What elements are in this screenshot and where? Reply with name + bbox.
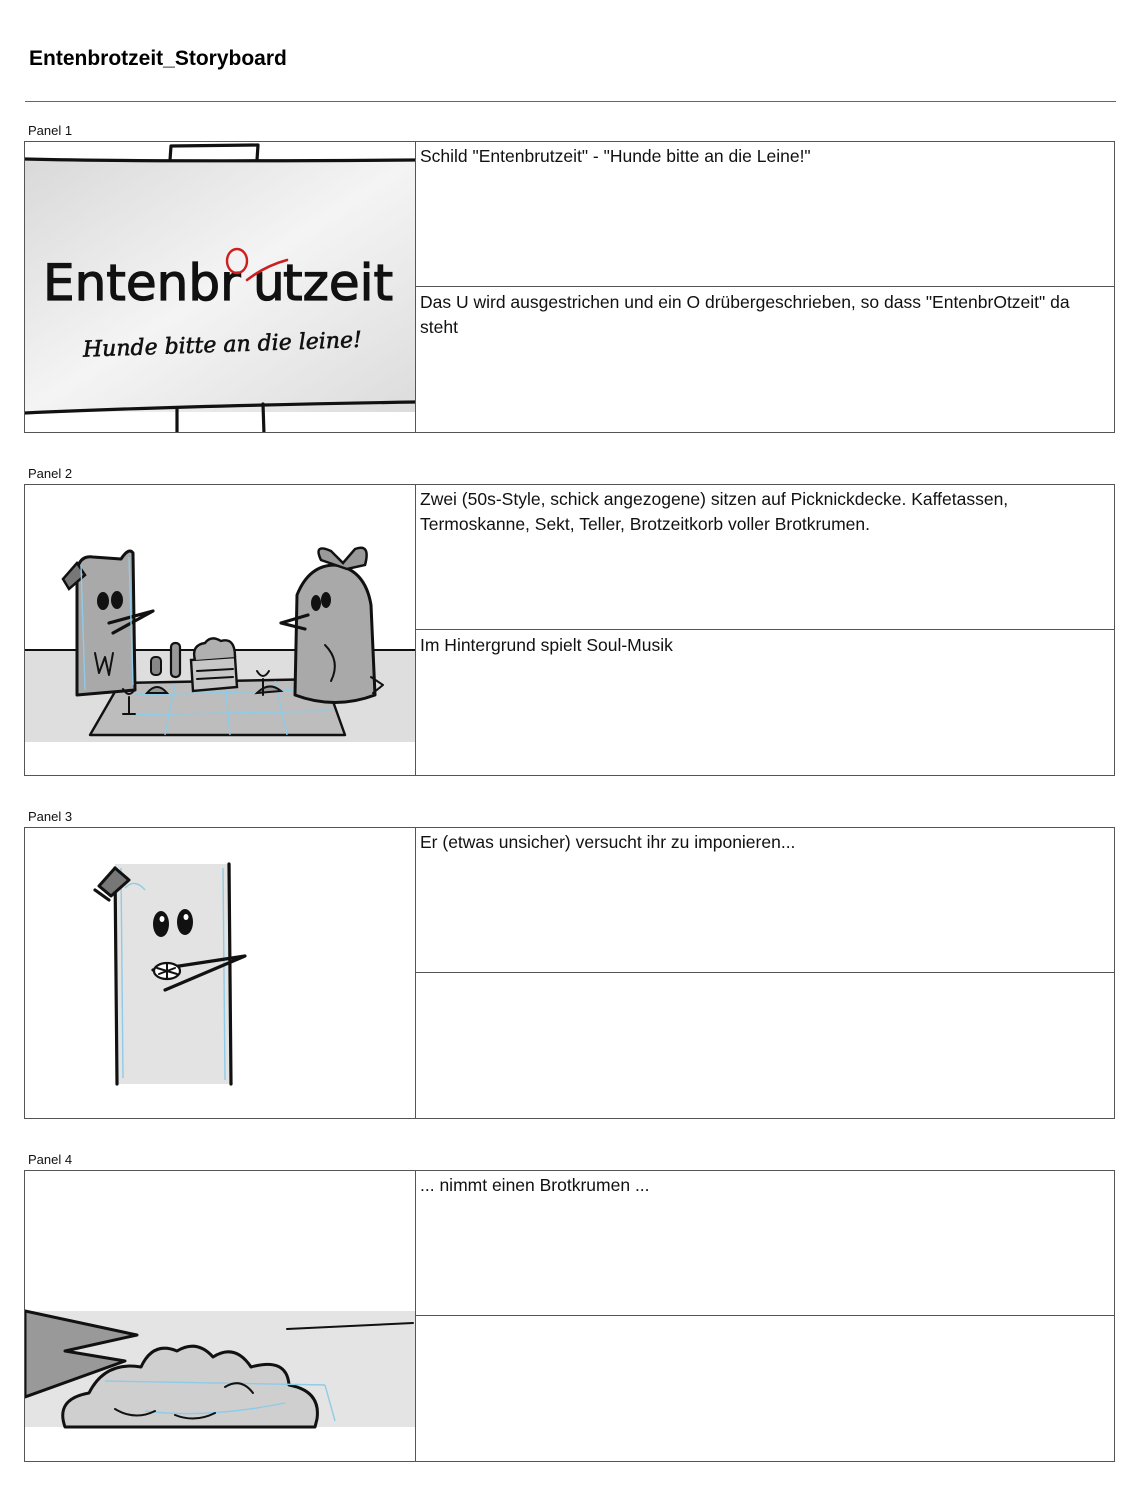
female-duck-figure [281, 548, 383, 703]
panel-3 [24, 827, 1115, 1119]
svg-text:Entenbr: Entenbr [43, 254, 241, 312]
panel-1-sketch [25, 142, 416, 432]
panel-2-description-bottom: Im Hintergrund spielt Soul-Musik [420, 635, 673, 655]
panel-1-label: Panel 1 [28, 123, 73, 138]
panel-3-description-top: Er (etwas unsicher) versucht ihr zu imponieren... [416, 828, 1114, 973]
sign-main-text [43, 254, 393, 312]
panel-2 [24, 484, 1115, 776]
panel-3-description-bottom [416, 974, 1114, 1118]
panel-1-description-top: Schild "Entenbrutzeit" - "Hunde bitte an die Leine!" [416, 142, 1114, 287]
sign-subtext: Hunde bitte an die leine! [82, 327, 363, 363]
svg-text:u: u [253, 254, 285, 312]
male-duck-closeup [95, 864, 245, 1084]
duck-closeup-sketch [25, 828, 415, 1118]
panel-4-label: Panel 4 [28, 1152, 73, 1167]
panel-4-description-bottom [416, 1317, 1114, 1461]
breadcrumb-closeup-sketch [25, 1171, 415, 1461]
panel-1 [24, 141, 1115, 433]
panel-2-label: Panel 2 [28, 466, 73, 481]
picnic-sketch [25, 485, 415, 775]
panel-4-description-top: ... nimmt einen Brotkrumen ... [416, 1171, 1114, 1316]
document-title: Entenbrotzeit_Storyboard [29, 47, 287, 70]
svg-text:tzeit: tzeit [283, 254, 394, 312]
panel-2-description-top: Zwei (50s-Style, schick angezogene) sitzen auf Picknickdecke. Kaffetassen, Termoskanne, Sekt, Teller, Brotzeitkorb voller Brotkrumen. [416, 485, 1114, 630]
title-divider [25, 101, 1116, 102]
sign-sketch [25, 142, 415, 432]
panel-4 [24, 1170, 1115, 1462]
panel-3-sketch [25, 828, 416, 1118]
panel-4-sketch [25, 1171, 416, 1461]
panel-2-sketch [25, 485, 416, 775]
panel-1-description-bottom: Das U wird ausgestrichen und ein O drübergeschrieben, so dass "EntenbrOtzeit" da steht [420, 292, 1070, 337]
panel-3-label: Panel 3 [28, 809, 73, 824]
